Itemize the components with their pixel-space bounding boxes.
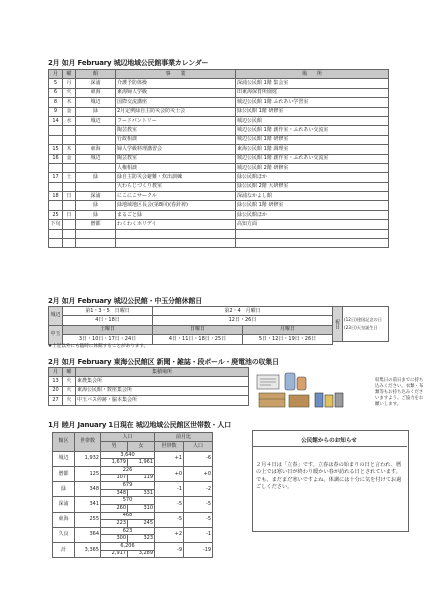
calendar-row: [49, 192, 389, 201]
cal-day: 6: [49, 88, 63, 97]
closed-label-joben: 城辺: [49, 307, 63, 326]
cal-weekday: 土: [63, 173, 76, 182]
cal-hall: [76, 182, 116, 191]
pop-area: 計: [53, 542, 75, 557]
cal-place: 城辺公民館 1階 ふれあい学習室: [236, 98, 389, 107]
cal-weekday: 木: [63, 98, 76, 107]
cal-day: [49, 182, 63, 191]
cal-hall: 緑: [76, 173, 116, 182]
cal-weekday: 木: [63, 145, 76, 154]
cal-day: 14: [49, 116, 63, 125]
calendar-row: [49, 163, 389, 172]
pop-header-households: 世帯数: [75, 433, 101, 452]
pop-change-people: +0: [184, 466, 213, 481]
cal-weekday: [63, 126, 76, 135]
calendar-body: [49, 79, 389, 248]
calendar-row: [49, 145, 389, 154]
message-divider: [252, 446, 407, 447]
holiday-note-1: (12日)建国記念の日: [344, 317, 382, 322]
col-header-place: 集積場所: [76, 368, 249, 377]
pop-row: [53, 451, 213, 459]
closed-row-2: [49, 316, 333, 325]
pop-male: 300: [101, 535, 128, 543]
cal-hall: 緑: [76, 107, 116, 116]
pop-total: 570: [101, 497, 155, 505]
closed-title: 2月 如月 February 城辺公民館・中玉分館休館日: [48, 297, 203, 305]
cal-hall: 東海: [76, 145, 116, 154]
cal-event: フードパントリー: [116, 116, 236, 125]
holiday-label: 祝日: [333, 307, 343, 342]
cal-place: 城辺公民館 2階 研修室: [236, 163, 389, 172]
cal-event: 行政相談: [116, 135, 236, 144]
calendar-row: [49, 173, 389, 182]
pop-households: 3,365: [75, 542, 101, 557]
message-text: ２月４日は「立春」です。立春は春の始まりの日と言われ、暦の上では寒い日が終わり暖かい春が訪れる日とされています。でも、まだまだ寒いですよね。体調には十分に気を付けてお過ごしください。: [256, 462, 402, 491]
col-header-weekday: 曜: [63, 368, 76, 377]
pop-row: [53, 497, 213, 505]
pop-row: [53, 466, 213, 474]
collection-icons: [255, 371, 365, 411]
cal-hall: 緑: [76, 210, 116, 219]
cal-hall: 城辺: [76, 98, 116, 107]
population-title: 1月 睦月 January 1日現在 城辺地域公民館区世帯数・人口: [48, 421, 231, 429]
pop-change-hh: +2: [155, 527, 184, 542]
col-day: 13: [49, 377, 63, 386]
closed-label-nakadama: 中玉: [49, 325, 63, 344]
message-title: 公民館からのお知らせ: [301, 438, 357, 444]
cal-event: 陶芸教室: [116, 154, 236, 163]
cal-event: にこにこサークル: [116, 192, 236, 201]
cal-event: 国際交流講座: [116, 98, 236, 107]
header-weekday: 曜: [63, 70, 76, 79]
cal-place: 緑公民館 1階 研修室: [236, 107, 389, 116]
pop-total: 3,640: [101, 451, 155, 459]
header-day: 月: [49, 70, 63, 79]
col-day: 20: [49, 386, 63, 395]
pop-row: [53, 542, 213, 550]
cal-place: [236, 239, 389, 248]
cal-event: 婦人学級料理講習会: [116, 145, 236, 154]
cal-hall: 深浦: [76, 79, 116, 88]
pop-header-female: 女: [128, 442, 155, 451]
population-body: [53, 451, 213, 557]
cal-weekday: [63, 220, 76, 229]
cal-day: 18: [49, 192, 63, 201]
col-day: 27: [49, 396, 63, 405]
pop-households: 125: [75, 466, 101, 481]
header-hall: 館: [76, 70, 116, 79]
cal-weekday: [63, 135, 76, 144]
cal-place: 城辺公民館 1階 研修室: [236, 135, 389, 144]
pop-male: 2,917: [101, 550, 128, 558]
pop-change-people: -6: [184, 451, 213, 466]
cal-hall: [76, 239, 116, 248]
pop-header-change: 前月比: [155, 433, 213, 442]
cal-event: 2月定例緑自主防災会防災士会: [116, 107, 236, 116]
cal-place: 緑公民館 1階 研修室: [236, 201, 389, 210]
closed-monday-dates: 12日・26日: [153, 316, 333, 325]
cal-weekday: [63, 239, 76, 248]
pop-female: 119: [128, 474, 155, 482]
closed-row-3: [49, 325, 333, 334]
pop-female: 3,289: [128, 550, 155, 558]
cal-day: 8: [49, 98, 63, 107]
cal-event: 陶芸教室: [116, 126, 236, 135]
cal-place: 緑公民館ほか: [236, 173, 389, 182]
pop-row: [53, 527, 213, 535]
cal-place: 東海公民館 1階 調理室: [236, 145, 389, 154]
cal-hall: 城辺: [76, 116, 116, 125]
pop-female: 310: [128, 504, 155, 512]
cal-event: わくわくホリデイ: [116, 220, 236, 229]
calendar-row: [49, 220, 389, 229]
cal-place: 城辺公民館 1階 創作室・ふれあい交流室: [236, 126, 389, 135]
pop-change-people: -5: [184, 497, 213, 512]
cal-weekday: [63, 182, 76, 191]
cal-hall: 城辺: [76, 154, 116, 163]
cal-place: 田東海保育所園庭: [236, 88, 389, 97]
col-place: 中玉バス停跡・脇本集会所: [76, 396, 249, 405]
cal-event: 人権相談: [116, 163, 236, 172]
closed-sunday-rule: 第1・3・5 日曜日: [63, 307, 153, 316]
cal-hall: 緑: [76, 201, 116, 210]
cal-weekday: [63, 229, 76, 238]
cal-event: 東海婦人学級: [116, 88, 236, 97]
closed-sunday-dates: 4日・18日: [63, 316, 153, 325]
battery-icon: [315, 393, 343, 407]
cal-hall: [76, 229, 116, 238]
calendar-title: 2月 如月 February 城辺地域公民館事業カレンダー: [48, 59, 209, 67]
cal-day: 16: [49, 154, 63, 163]
calendar-row: [49, 154, 389, 163]
pop-male: 348: [101, 489, 128, 497]
pop-change-people: -1: [184, 527, 213, 542]
pop-total: 6,206: [101, 542, 155, 550]
pop-change-people: -2: [184, 482, 213, 497]
collection-row: [49, 377, 249, 386]
calendar-row: [49, 79, 389, 88]
cal-day: 下旬: [49, 220, 63, 229]
closed-sub-mon: 月曜日: [243, 325, 333, 334]
calendar-row: [49, 182, 389, 191]
pop-households: 1,932: [75, 451, 101, 466]
cal-event: [116, 239, 236, 248]
pop-female: 1,961: [128, 459, 155, 467]
closed-mon-dates: 5日・12日・19日・26日: [243, 335, 333, 344]
cal-place: 緑公民館 2階 大研修室: [236, 182, 389, 191]
pop-total: 679: [101, 482, 155, 490]
can-icon: [285, 373, 306, 390]
calendar-row: [49, 107, 389, 116]
cal-place: 深浦公民館 1階 集会室: [236, 79, 389, 88]
collection-row: [49, 396, 249, 405]
pop-change-hh: -5: [155, 497, 184, 512]
pop-header-area: 館区: [53, 433, 75, 452]
calendar-table: [48, 69, 389, 248]
cal-day: 17: [49, 173, 63, 182]
pop-area: 緑: [53, 482, 75, 497]
cal-weekday: 火: [63, 88, 76, 97]
cardboard-icon: [259, 393, 309, 407]
cal-weekday: 金: [63, 107, 76, 116]
cal-weekday: 日: [63, 192, 76, 201]
cal-event: 大わらじづくり教室: [116, 182, 236, 191]
closed-sub-sun: 日曜日: [153, 325, 243, 334]
col-weekday: 火: [63, 377, 76, 386]
holiday-notes: [343, 307, 389, 342]
pop-total: 468: [101, 512, 155, 520]
pop-area: 深浦: [53, 497, 75, 512]
population-table: [52, 432, 213, 558]
closed-sub-sat: 土曜日: [63, 325, 153, 334]
cal-event: [116, 229, 236, 238]
cal-day: [49, 229, 63, 238]
pop-change-hh: -5: [155, 512, 184, 527]
pop-area: 東海: [53, 512, 75, 527]
cal-day: 5: [49, 79, 63, 88]
calendar-row: [49, 135, 389, 144]
cal-weekday: 金: [63, 154, 76, 163]
cal-hall: 僧都: [76, 220, 116, 229]
calendar-row: [49, 201, 389, 210]
pop-header-hh: 世帯数: [155, 442, 184, 451]
cal-event: 介護予防体操: [116, 79, 236, 88]
cal-weekday: 日: [63, 210, 76, 219]
closed-sun-dates: 4日・11日・18日・25日: [153, 335, 243, 344]
cal-day: [49, 239, 63, 248]
cal-weekday: 水: [63, 116, 76, 125]
cal-hall: 深浦: [76, 192, 116, 201]
pop-households: 341: [75, 497, 101, 512]
pop-header-male: 男: [101, 442, 128, 451]
col-place: 東海公民館・数座集会所: [76, 386, 249, 395]
cal-place: 高知方面: [236, 220, 389, 229]
calendar-row: [49, 116, 389, 125]
cal-day: [49, 201, 63, 210]
cal-place: [236, 229, 389, 238]
col-place: 東農集会所: [76, 377, 249, 386]
collection-table: [48, 367, 249, 406]
holiday-note-2: (23日)天皇誕生日: [344, 325, 378, 330]
pop-households: 364: [75, 527, 101, 542]
calendar-row: [49, 98, 389, 107]
cal-day: 9: [49, 107, 63, 116]
pop-change-people: -5: [184, 512, 213, 527]
pop-total: 226: [101, 466, 155, 474]
header-place: 場 所: [236, 70, 389, 79]
pop-change-hh: -1: [155, 482, 184, 497]
pop-female: 323: [128, 535, 155, 543]
col-header-day: 月: [49, 368, 63, 377]
closed-footnote: ★上記以外にも臨時に休館することがあります。: [48, 344, 149, 349]
collection-row: [49, 386, 249, 395]
col-weekday: 火: [63, 396, 76, 405]
pop-households: 348: [75, 482, 101, 497]
pop-area: 城辺: [53, 451, 75, 466]
pop-area: 久良: [53, 527, 75, 542]
cal-event: 緑地域地区長会(第8回)(春針祷): [116, 201, 236, 210]
cal-weekday: 月: [63, 79, 76, 88]
pop-change-people: -19: [184, 542, 213, 557]
pop-male: 1,679: [101, 459, 128, 467]
calendar-row: [49, 210, 389, 219]
cal-hall: 東海: [76, 88, 116, 97]
closed-table: [48, 306, 333, 345]
cal-weekday: [63, 163, 76, 172]
calendar-header-row: [49, 70, 389, 79]
cal-weekday: [63, 201, 76, 210]
collection-note: 収集日の前日までに持ち込みください。衣類・布類等もお持ち込みくださいますよう、ご協力をお願いします。: [375, 378, 424, 407]
pop-female: 331: [128, 489, 155, 497]
calendar-row: [49, 126, 389, 135]
closed-row-1: [49, 307, 333, 316]
cal-place: 城辺公民館: [236, 116, 389, 125]
calendar-row: [49, 239, 389, 248]
pop-row: [53, 512, 213, 520]
pop-change-hh: -9: [155, 542, 184, 557]
cal-hall: [76, 126, 116, 135]
newspaper-icon: [257, 375, 279, 389]
closed-sat-dates: 3日・10日・17日・24日: [63, 335, 153, 344]
cal-day: [49, 135, 63, 144]
pop-row: [53, 482, 213, 490]
header-event: 事 業: [116, 70, 236, 79]
cal-place: 城辺公民館 1階 創作室・ふれあい交流室: [236, 154, 389, 163]
pop-header-people: 人口: [184, 442, 213, 451]
calendar-row: [49, 88, 389, 97]
cal-hall: [76, 135, 116, 144]
collection-title: 2月 如月 February 東海公民館区 新聞・雑誌・段ボール・廃電池の収集日: [48, 358, 279, 366]
col-weekday: 火: [63, 386, 76, 395]
pop-change-hh: +1: [155, 451, 184, 466]
pop-male: 107: [101, 474, 128, 482]
cal-day: [49, 163, 63, 172]
pop-area: 僧都: [53, 466, 75, 481]
pop-male: 260: [101, 504, 128, 512]
pop-female: 245: [128, 520, 155, 528]
closed-monday-rule: 第2・4 月曜日: [153, 307, 333, 316]
cal-hall: [76, 163, 116, 172]
cal-event: まるごと緑: [116, 210, 236, 219]
pop-male: 223: [101, 520, 128, 528]
cal-day: 15: [49, 145, 63, 154]
cal-day: 25: [49, 210, 63, 219]
pop-header-pop: 人口: [101, 433, 155, 442]
pop-total: 623: [101, 527, 155, 535]
cal-place: 緑公民館ほか: [236, 210, 389, 219]
pop-change-hh: +0: [155, 466, 184, 481]
pop-households: 255: [75, 512, 101, 527]
cal-event: 緑自主防災会避難・炊出訓練: [116, 173, 236, 182]
holiday-side-table: [332, 306, 389, 342]
calendar-row: [49, 229, 389, 238]
cal-place: 深浦なかよし館: [236, 192, 389, 201]
cal-day: [49, 126, 63, 135]
